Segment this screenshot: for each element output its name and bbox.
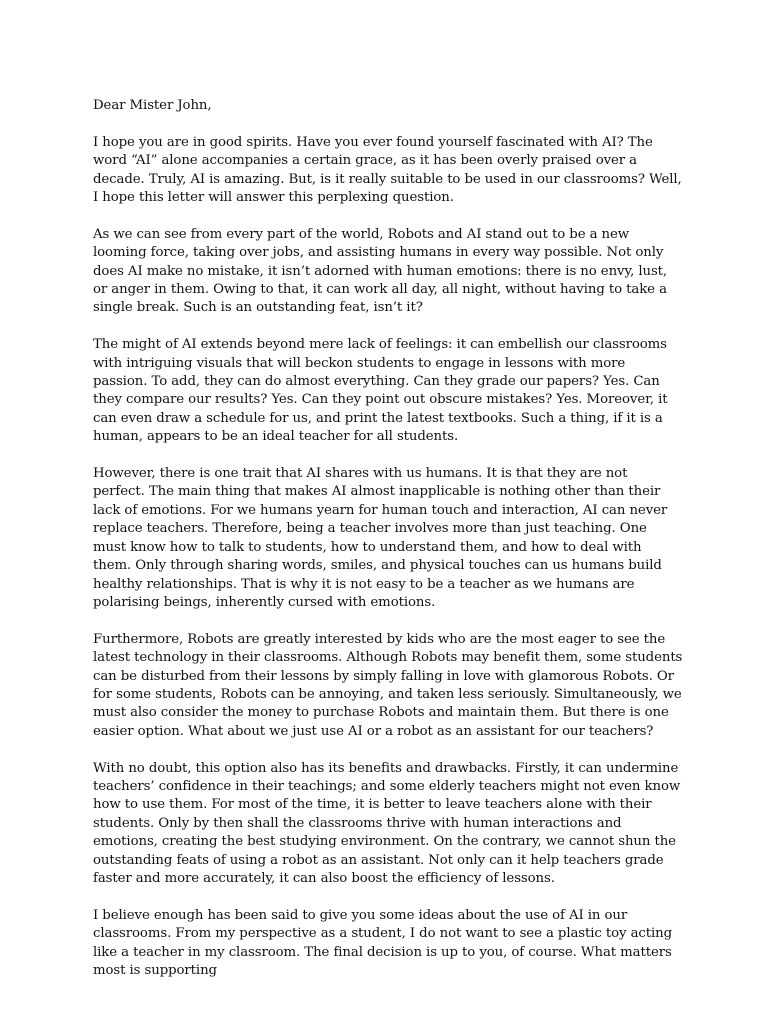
paragraph-robots-ai-force: As we can see from every part of the world, Robots and AI stand out to be a new looming force, taking over jobs, and assisting humans in every way possible. Not only does AI make no mistake, it isn’t adorned with human emotions: there is no envy, lust, or anger in them. Owing to that, it can work all day, all night, without having to take a single break. Such is an outstanding feat, isn’t it?	[93, 226, 668, 316]
paragraph-not-perfect: However, there is one trait that AI shares with us humans. It is that they are not perfect. The main thing that makes AI almost inapplicable is nothing other than their lack of emotions. For we humans yearn for human touch and interaction, AI can never replace teachers. Therefore, being a teacher involves more than just teaching. One must know how to talk to students, how to understand them, and how to deal with them. Only through sharing words, smiles, and physical touches can us humans build healthy relationships. That is why it is not easy to be a teacher as we humans are polarising beings, inherently cursed with emotions.	[93, 466, 668, 610]
salutation: Dear Mister John,	[93, 98, 212, 113]
paragraph-might-of-ai: The might of AI extends beyond mere lack of feelings: it can embellish our classrooms with intriguing visuals that will beckon students to engage in lessons with more passion. To add, they can do almost everything. Can they grade our papers? Yes. Can they compare our results? Yes. Can they point out obscure mistakes? Yes. Moreover, it can even draw a schedule for us, and print the latest textbooks. Such a thing, if it is a human, appears to be an ideal teacher for all students.	[93, 337, 668, 445]
paragraph-robots-kids: Furthermore, Robots are greatly interested by kids who are the most eager to see the latest technology in their classrooms. Although Robots may benefit them, some students can be disturbed from their lessons by simply falling in love with glamorous Robots. Or for some students, Robots can be annoying, and taken less seriously. Simultaneously, we must also consider the money to purchase Robots and maintain them. But there is one easier option. What about we just use AI or a robot as an assistant for our teachers?	[93, 631, 683, 739]
paragraph-greeting: I hope you are in good spirits. Have you ever found yourself fascinated with AI? The word “AI” alone accompanies a certain grace, as it has been overly praised over a decade. Truly, AI is amazing. But, is it really suitable to be used in our classrooms? Well, I hope this letter will answer this perplexing question.	[93, 134, 682, 206]
letter-body	[93, 97, 683, 999]
paragraph-conclusion: I believe enough has been said to give you some ideas about the use of AI in our classrooms. From my perspective as a student, I do not want to see a plastic toy acting like a teacher in my classroom. The final decision is up to you, of course. What matters most is supporting	[93, 907, 673, 978]
paragraph-assistant-option: With no doubt, this option also has its benefits and drawbacks. Firstly, it can undermine teachers’ confidence in their teachings; and some elderly teachers might not even know how to use them. For most of the time, it is better to leave teachers alone with their students. Only by then shall the classrooms thrive with human interactions and emotions, creating the best studying environment. On the contrary, we cannot shun the outstanding feats of using a robot as an assistant. Not only can it help teachers grade faster and more accurately, it can also boost the efficiency of lessons.	[93, 760, 681, 886]
